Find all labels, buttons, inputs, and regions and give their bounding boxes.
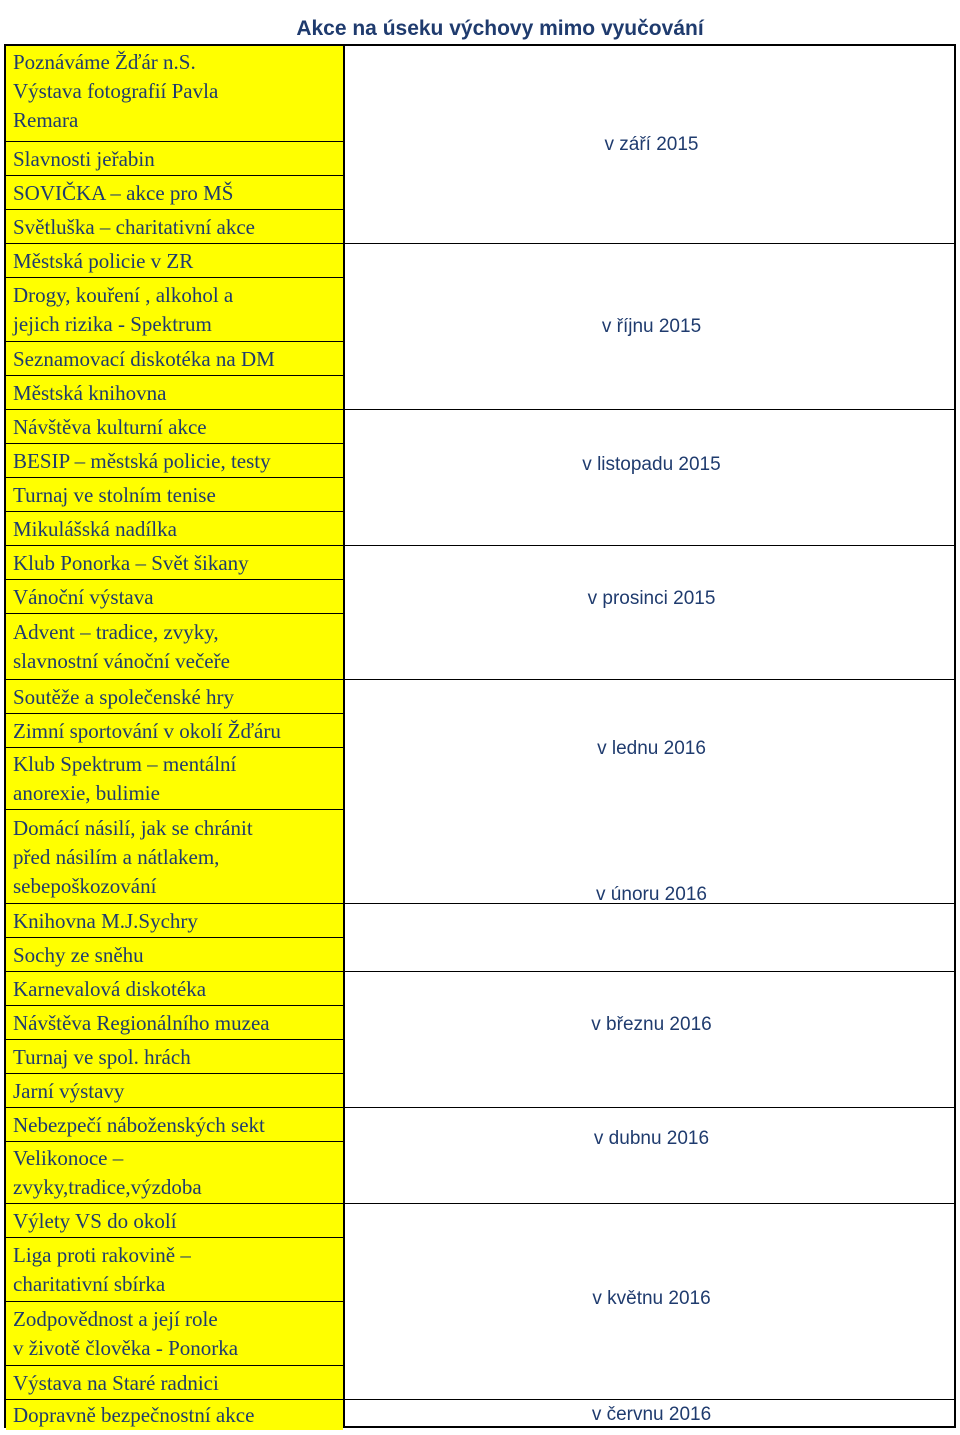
activity-row: Zimní sportování v okolí Žďáru — [6, 714, 343, 748]
activity-row: Městská policie v ZR — [6, 244, 343, 278]
month-label: v prosinci 2015 — [587, 588, 716, 609]
month-label: v červnu 2016 — [591, 1404, 712, 1425]
activity-row: Seznamovací diskotéka na DM — [6, 342, 343, 376]
month-label: v květnu 2016 — [592, 1288, 711, 1309]
activity-row: Soutěže a společenské hry — [6, 680, 343, 714]
activity-row: Vánoční výstava — [6, 580, 343, 614]
activity-row: Návštěva Regionálního muzea — [6, 1006, 343, 1040]
activity-row: Velikonoce – zvyky,tradice,výzdoba — [6, 1142, 343, 1204]
activity-row: Klub Ponorka – Svět šikany — [6, 546, 343, 580]
month-block — [343, 1108, 954, 1204]
activity-row: Slavnosti jeřabin — [6, 142, 343, 176]
activity-row: Výlety VS do okolí — [6, 1204, 343, 1238]
activity-row: BESIP – městská policie, testy — [6, 444, 343, 478]
activity-row: SOVIČKA – akce pro MŠ — [6, 176, 343, 210]
month-label: v září 2015 — [604, 134, 699, 155]
page-title: Akce na úseku výchovy mimo vyučování — [296, 17, 704, 40]
activity-row: Sochy ze sněhu — [6, 938, 343, 972]
activity-row: Karnevalová diskotéka — [6, 972, 343, 1006]
activity-row: Nebezpečí náboženských sekt — [6, 1108, 343, 1142]
month-label: v říjnu 2015 — [601, 316, 702, 337]
month-label: v dubnu 2016 — [593, 1128, 710, 1149]
activity-row: Klub Spektrum – mentální anorexie, bulimie — [6, 748, 343, 810]
activity-row: Zodpovědnost a její role v životě člověka - Ponorka — [6, 1302, 343, 1366]
activity-row: Dopravně bezpečnostní akce — [6, 1400, 343, 1430]
month-label: v březnu 2016 — [591, 1014, 712, 1035]
month-block — [343, 546, 954, 680]
month-block — [343, 680, 954, 904]
activity-row: Světluška – charitativní akce — [6, 210, 343, 244]
month-label: v listopadu 2015 — [582, 454, 721, 475]
activity-row: Advent – tradice, zvyky, slavnostní vánoční večeře — [6, 614, 343, 680]
activity-row: Drogy, kouření , alkohol a jejich rizika - Spektrum — [6, 278, 343, 342]
activities-column — [4, 44, 345, 1428]
activity-row: Návštěva kulturní akce — [6, 410, 343, 444]
month-block — [343, 904, 954, 972]
activity-row: Výstava na Staré radnici — [6, 1366, 343, 1400]
activity-row: Mikulášská nadílka — [6, 512, 343, 546]
month-block — [343, 410, 954, 546]
activity-row: Knihovna M.J.Sychry — [6, 904, 343, 938]
activity-row: Turnaj ve spol. hrách — [6, 1040, 343, 1074]
month-label: v únoru 2016 — [596, 884, 707, 905]
activity-row: Městská knihovna — [6, 376, 343, 410]
activity-row: Liga proti rakovině – charitativní sbírka — [6, 1238, 343, 1302]
activity-row: Domácí násilí, jak se chránit před násilím a nátlakem, sebepoškozování — [6, 810, 343, 904]
months-column — [343, 44, 956, 1428]
activity-row: Turnaj ve stolním tenise — [6, 478, 343, 512]
activity-row: Jarní výstavy — [6, 1074, 343, 1108]
activity-row: Poznáváme Žďár n.S. Výstava fotografií Pavla Remara — [6, 46, 343, 142]
month-label: v lednu 2016 — [597, 738, 706, 759]
month-block — [343, 972, 954, 1108]
